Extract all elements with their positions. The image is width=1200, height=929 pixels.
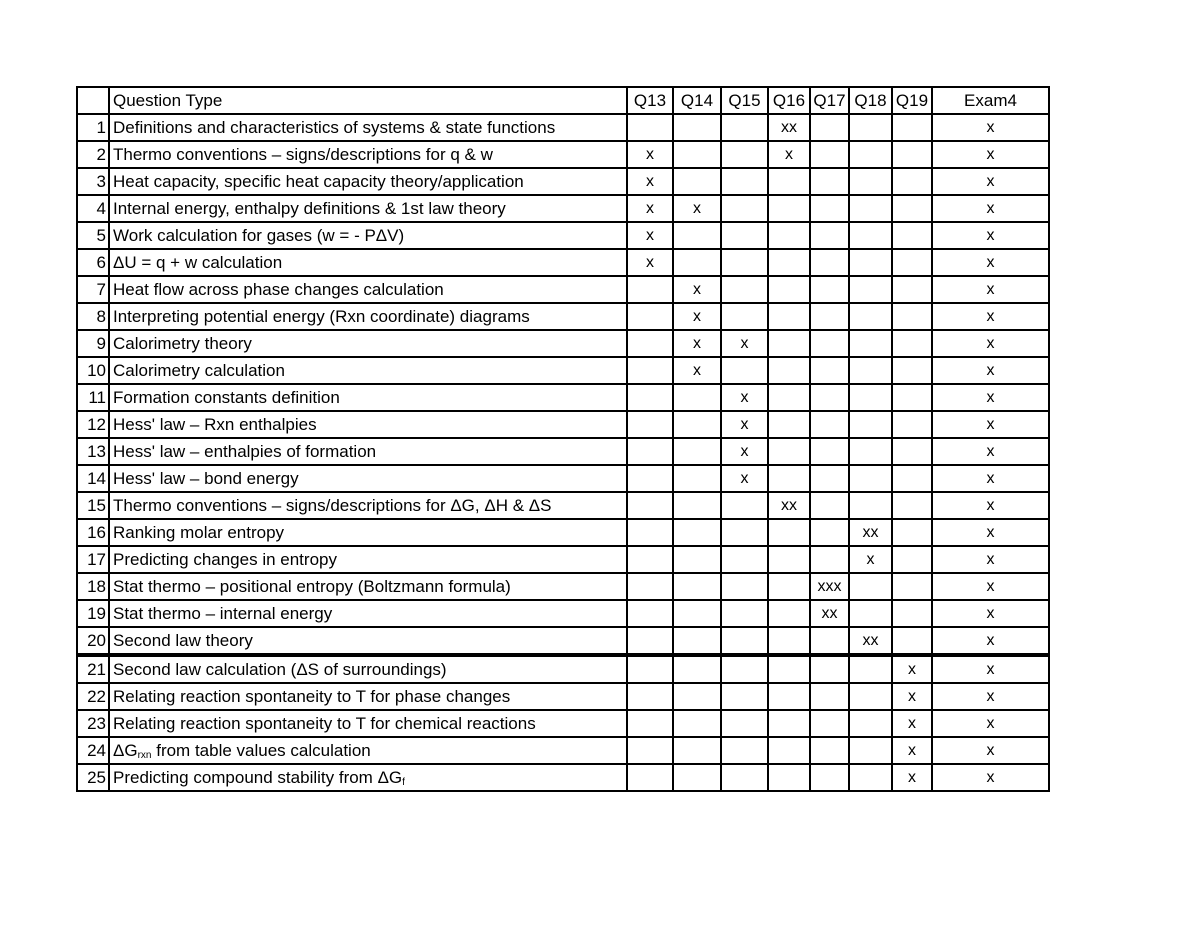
mark-cell-exam4: x bbox=[932, 737, 1049, 764]
header-col-q13: Q13 bbox=[627, 87, 673, 114]
mark-cell-q19: x bbox=[892, 764, 932, 791]
header-col-q15: Q15 bbox=[721, 87, 768, 114]
header-col-q16: Q16 bbox=[768, 87, 810, 114]
mark-cell-q19 bbox=[892, 573, 932, 600]
mark-cell-q19 bbox=[892, 168, 932, 195]
row-number: 2 bbox=[77, 141, 109, 168]
mark-cell-q16 bbox=[768, 222, 810, 249]
mark-cell-q14 bbox=[673, 492, 721, 519]
mark-cell-q17 bbox=[810, 655, 849, 683]
mark-cell-q15 bbox=[721, 600, 768, 627]
header-col-q14: Q14 bbox=[673, 87, 721, 114]
mark-cell-q15 bbox=[721, 195, 768, 222]
mark-cell-q19 bbox=[892, 411, 932, 438]
mark-cell-q17 bbox=[810, 519, 849, 546]
mark-cell-q19: x bbox=[892, 710, 932, 737]
mark-cell-q19 bbox=[892, 222, 932, 249]
question-type-label: Stat thermo – positional entropy (Boltzmann formula) bbox=[109, 573, 627, 600]
table-row bbox=[77, 114, 1049, 141]
table-row bbox=[77, 141, 1049, 168]
question-type-label: Hess' law – Rxn enthalpies bbox=[109, 411, 627, 438]
mark-cell-q17 bbox=[810, 411, 849, 438]
mark-cell-exam4: x bbox=[932, 168, 1049, 195]
question-type-label: Thermo conventions – signs/descriptions for q & w bbox=[109, 141, 627, 168]
mark-cell-q18 bbox=[849, 411, 892, 438]
mark-cell-q14 bbox=[673, 222, 721, 249]
mark-cell-q15 bbox=[721, 710, 768, 737]
question-type-label bbox=[109, 737, 627, 764]
mark-cell-q14: x bbox=[673, 195, 721, 222]
row-number: 21 bbox=[77, 655, 109, 683]
mark-cell-q17 bbox=[810, 492, 849, 519]
mark-cell-q17 bbox=[810, 384, 849, 411]
mark-cell-exam4: x bbox=[932, 465, 1049, 492]
mark-cell-q18: xx bbox=[849, 627, 892, 655]
mark-cell-q13 bbox=[627, 546, 673, 573]
mark-cell-q15 bbox=[721, 683, 768, 710]
row-number: 1 bbox=[77, 114, 109, 141]
mark-cell-q14 bbox=[673, 737, 721, 764]
header-col-q17: Q17 bbox=[810, 87, 849, 114]
mark-cell-q19 bbox=[892, 627, 932, 655]
mark-cell-q13 bbox=[627, 655, 673, 683]
mark-cell-q17 bbox=[810, 465, 849, 492]
mark-cell-q16 bbox=[768, 710, 810, 737]
mark-cell-q14 bbox=[673, 465, 721, 492]
mark-cell-exam4: x bbox=[932, 276, 1049, 303]
mark-cell-q15 bbox=[721, 141, 768, 168]
mark-cell-q17 bbox=[810, 168, 849, 195]
mark-cell-q19 bbox=[892, 114, 932, 141]
mark-cell-q13 bbox=[627, 492, 673, 519]
row-number: 18 bbox=[77, 573, 109, 600]
mark-cell-q13: x bbox=[627, 249, 673, 276]
mark-cell-q17 bbox=[810, 357, 849, 384]
mark-cell-q14 bbox=[673, 627, 721, 655]
mark-cell-q16: x bbox=[768, 141, 810, 168]
mark-cell-q18 bbox=[849, 764, 892, 791]
table-row bbox=[77, 411, 1049, 438]
mark-cell-q17 bbox=[810, 276, 849, 303]
table-row bbox=[77, 438, 1049, 465]
mark-cell-q14: x bbox=[673, 330, 721, 357]
row-number: 15 bbox=[77, 492, 109, 519]
table-row bbox=[77, 384, 1049, 411]
mark-cell-q14 bbox=[673, 249, 721, 276]
mark-cell-exam4: x bbox=[932, 411, 1049, 438]
question-type-label: Hess' law – enthalpies of formation bbox=[109, 438, 627, 465]
header-col-exam4: Exam4 bbox=[932, 87, 1049, 114]
question-type-label: Second law theory bbox=[109, 627, 627, 655]
row-number: 4 bbox=[77, 195, 109, 222]
mark-cell-q16 bbox=[768, 357, 810, 384]
row-number: 3 bbox=[77, 168, 109, 195]
mark-cell-exam4: x bbox=[932, 249, 1049, 276]
row-number: 11 bbox=[77, 384, 109, 411]
mark-cell-q15 bbox=[721, 764, 768, 791]
table-row bbox=[77, 330, 1049, 357]
mark-cell-exam4: x bbox=[932, 438, 1049, 465]
mark-cell-q17 bbox=[810, 249, 849, 276]
mark-cell-q17 bbox=[810, 683, 849, 710]
mark-cell-q19 bbox=[892, 276, 932, 303]
mark-cell-q16 bbox=[768, 600, 810, 627]
mark-cell-q14: x bbox=[673, 276, 721, 303]
table-row bbox=[77, 573, 1049, 600]
mark-cell-q15 bbox=[721, 546, 768, 573]
row-number: 14 bbox=[77, 465, 109, 492]
mark-cell-q16 bbox=[768, 303, 810, 330]
mark-cell-q13 bbox=[627, 276, 673, 303]
mark-cell-q18 bbox=[849, 276, 892, 303]
mark-cell-q19 bbox=[892, 141, 932, 168]
mark-cell-q16 bbox=[768, 737, 810, 764]
mark-cell-exam4: x bbox=[932, 195, 1049, 222]
mark-cell-q19: x bbox=[892, 737, 932, 764]
row-number: 6 bbox=[77, 249, 109, 276]
mark-cell-exam4: x bbox=[932, 330, 1049, 357]
question-type-label: Heat flow across phase changes calculation bbox=[109, 276, 627, 303]
mark-cell-q13: x bbox=[627, 195, 673, 222]
row-number: 17 bbox=[77, 546, 109, 573]
mark-cell-q16 bbox=[768, 195, 810, 222]
mark-cell-q18: xx bbox=[849, 519, 892, 546]
mark-cell-exam4: x bbox=[932, 222, 1049, 249]
table-row bbox=[77, 168, 1049, 195]
row-number: 5 bbox=[77, 222, 109, 249]
mark-cell-q16 bbox=[768, 627, 810, 655]
table-row bbox=[77, 249, 1049, 276]
mark-cell-q18 bbox=[849, 384, 892, 411]
mark-cell-q14: x bbox=[673, 303, 721, 330]
mark-cell-exam4: x bbox=[932, 683, 1049, 710]
header-col-q18: Q18 bbox=[849, 87, 892, 114]
mark-cell-q17 bbox=[810, 330, 849, 357]
mark-cell-q19 bbox=[892, 519, 932, 546]
row-number: 22 bbox=[77, 683, 109, 710]
row-number: 8 bbox=[77, 303, 109, 330]
table-row bbox=[77, 627, 1049, 655]
mark-cell-q13 bbox=[627, 114, 673, 141]
mark-cell-q17 bbox=[810, 546, 849, 573]
mark-cell-exam4: x bbox=[932, 384, 1049, 411]
mark-cell-q17 bbox=[810, 627, 849, 655]
row-number: 20 bbox=[77, 627, 109, 655]
mark-cell-q15 bbox=[721, 655, 768, 683]
mark-cell-exam4: x bbox=[932, 303, 1049, 330]
mark-cell-q19 bbox=[892, 465, 932, 492]
question-type-label: Definitions and characteristics of systems & state functions bbox=[109, 114, 627, 141]
mark-cell-q15 bbox=[721, 519, 768, 546]
mark-cell-exam4: x bbox=[932, 492, 1049, 519]
mark-cell-q14 bbox=[673, 168, 721, 195]
mark-cell-q18 bbox=[849, 710, 892, 737]
mark-cell-q13 bbox=[627, 330, 673, 357]
mark-cell-q16 bbox=[768, 411, 810, 438]
mark-cell-q17: xx bbox=[810, 600, 849, 627]
mark-cell-q18 bbox=[849, 737, 892, 764]
question-type-label: Formation constants definition bbox=[109, 384, 627, 411]
mark-cell-q15: x bbox=[721, 438, 768, 465]
mark-cell-exam4: x bbox=[932, 600, 1049, 627]
mark-cell-q16 bbox=[768, 438, 810, 465]
question-type-label: Hess' law – bond energy bbox=[109, 465, 627, 492]
mark-cell-q13 bbox=[627, 357, 673, 384]
table-row bbox=[77, 465, 1049, 492]
question-type-table bbox=[76, 86, 1050, 792]
header-question-type: Question Type bbox=[109, 87, 627, 114]
mark-cell-q17 bbox=[810, 114, 849, 141]
mark-cell-q16 bbox=[768, 249, 810, 276]
mark-cell-q14 bbox=[673, 683, 721, 710]
mark-cell-q13 bbox=[627, 710, 673, 737]
mark-cell-exam4: x bbox=[932, 764, 1049, 791]
mark-cell-q17 bbox=[810, 438, 849, 465]
question-type-label: Interpreting potential energy (Rxn coordinate) diagrams bbox=[109, 303, 627, 330]
mark-cell-q16 bbox=[768, 546, 810, 573]
mark-cell-q13 bbox=[627, 303, 673, 330]
question-type-label: Work calculation for gases (w = - PΔV) bbox=[109, 222, 627, 249]
mark-cell-q18 bbox=[849, 114, 892, 141]
mark-cell-q13 bbox=[627, 764, 673, 791]
table-row bbox=[77, 492, 1049, 519]
row-number: 25 bbox=[77, 764, 109, 791]
mark-cell-q18 bbox=[849, 303, 892, 330]
mark-cell-q15 bbox=[721, 492, 768, 519]
mark-cell-q15 bbox=[721, 627, 768, 655]
question-type-label: Calorimetry calculation bbox=[109, 357, 627, 384]
mark-cell-q19 bbox=[892, 546, 932, 573]
mark-cell-q18 bbox=[849, 222, 892, 249]
mark-cell-q13 bbox=[627, 573, 673, 600]
mark-cell-q16 bbox=[768, 655, 810, 683]
table-row bbox=[77, 357, 1049, 384]
mark-cell-q17 bbox=[810, 195, 849, 222]
mark-cell-q17 bbox=[810, 222, 849, 249]
mark-cell-q18 bbox=[849, 492, 892, 519]
mark-cell-q13 bbox=[627, 438, 673, 465]
mark-cell-q18 bbox=[849, 438, 892, 465]
table-row bbox=[77, 683, 1049, 710]
mark-cell-q14 bbox=[673, 600, 721, 627]
question-type-label: Predicting changes in entropy bbox=[109, 546, 627, 573]
mark-cell-q16 bbox=[768, 573, 810, 600]
mark-cell-q19 bbox=[892, 249, 932, 276]
mark-cell-q17 bbox=[810, 303, 849, 330]
mark-cell-q18 bbox=[849, 465, 892, 492]
mark-cell-q15 bbox=[721, 303, 768, 330]
mark-cell-exam4: x bbox=[932, 627, 1049, 655]
question-type-label: Thermo conventions – signs/descriptions for ΔG, ΔH & ΔS bbox=[109, 492, 627, 519]
mark-cell-q17 bbox=[810, 737, 849, 764]
header-row bbox=[77, 87, 1049, 114]
mark-cell-q14: x bbox=[673, 357, 721, 384]
mark-cell-q15 bbox=[721, 357, 768, 384]
mark-cell-q14 bbox=[673, 411, 721, 438]
mark-cell-q14 bbox=[673, 546, 721, 573]
mark-cell-q13 bbox=[627, 683, 673, 710]
label-subscript: f bbox=[402, 777, 405, 788]
row-number: 12 bbox=[77, 411, 109, 438]
table-row bbox=[77, 600, 1049, 627]
mark-cell-exam4: x bbox=[932, 519, 1049, 546]
mark-cell-q19 bbox=[892, 438, 932, 465]
mark-cell-q18 bbox=[849, 600, 892, 627]
table-row bbox=[77, 737, 1049, 764]
mark-cell-q18: x bbox=[849, 546, 892, 573]
question-type-label: Heat capacity, specific heat capacity theory/application bbox=[109, 168, 627, 195]
mark-cell-q17 bbox=[810, 141, 849, 168]
mark-cell-q13: x bbox=[627, 222, 673, 249]
mark-cell-q13 bbox=[627, 384, 673, 411]
mark-cell-q15: x bbox=[721, 465, 768, 492]
question-type-label: Calorimetry theory bbox=[109, 330, 627, 357]
mark-cell-q16 bbox=[768, 276, 810, 303]
table-row bbox=[77, 195, 1049, 222]
mark-cell-q14 bbox=[673, 764, 721, 791]
mark-cell-q19 bbox=[892, 330, 932, 357]
mark-cell-q14 bbox=[673, 114, 721, 141]
mark-cell-q16: xx bbox=[768, 114, 810, 141]
mark-cell-q13: x bbox=[627, 141, 673, 168]
mark-cell-q18 bbox=[849, 141, 892, 168]
mark-cell-q14 bbox=[673, 141, 721, 168]
mark-cell-q16: xx bbox=[768, 492, 810, 519]
mark-cell-q15 bbox=[721, 168, 768, 195]
mark-cell-q16 bbox=[768, 330, 810, 357]
mark-cell-q14 bbox=[673, 438, 721, 465]
mark-cell-exam4: x bbox=[932, 141, 1049, 168]
mark-cell-q17 bbox=[810, 710, 849, 737]
header-num-cell bbox=[77, 87, 109, 114]
question-type-label: Internal energy, enthalpy definitions & 1st law theory bbox=[109, 195, 627, 222]
row-number: 13 bbox=[77, 438, 109, 465]
question-type-label: Relating reaction spontaneity to T for chemical reactions bbox=[109, 710, 627, 737]
mark-cell-q18 bbox=[849, 249, 892, 276]
table-row bbox=[77, 276, 1049, 303]
mark-cell-q15 bbox=[721, 573, 768, 600]
question-type-label: Relating reaction spontaneity to T for phase changes bbox=[109, 683, 627, 710]
mark-cell-q14 bbox=[673, 573, 721, 600]
mark-cell-q15 bbox=[721, 222, 768, 249]
table-row bbox=[77, 222, 1049, 249]
mark-cell-q19: x bbox=[892, 683, 932, 710]
mark-cell-q19 bbox=[892, 303, 932, 330]
mark-cell-q18 bbox=[849, 168, 892, 195]
table-row bbox=[77, 764, 1049, 791]
label-subscript: rxn bbox=[137, 750, 152, 761]
mark-cell-exam4: x bbox=[932, 710, 1049, 737]
mark-cell-q14 bbox=[673, 710, 721, 737]
mark-cell-q18 bbox=[849, 655, 892, 683]
row-number: 7 bbox=[77, 276, 109, 303]
row-number: 9 bbox=[77, 330, 109, 357]
mark-cell-q18 bbox=[849, 683, 892, 710]
mark-cell-q16 bbox=[768, 465, 810, 492]
mark-cell-q13 bbox=[627, 737, 673, 764]
question-type-label: Second law calculation (ΔS of surroundings) bbox=[109, 655, 627, 683]
label-main: ΔG bbox=[113, 741, 138, 760]
mark-cell-q13 bbox=[627, 519, 673, 546]
table-row bbox=[77, 710, 1049, 737]
mark-cell-q15: x bbox=[721, 330, 768, 357]
mark-cell-q19 bbox=[892, 195, 932, 222]
mark-cell-q13: x bbox=[627, 168, 673, 195]
table-row bbox=[77, 519, 1049, 546]
mark-cell-q18 bbox=[849, 195, 892, 222]
mark-cell-q15 bbox=[721, 737, 768, 764]
mark-cell-q13 bbox=[627, 627, 673, 655]
mark-cell-q19 bbox=[892, 492, 932, 519]
mark-cell-exam4: x bbox=[932, 655, 1049, 683]
mark-cell-q13 bbox=[627, 411, 673, 438]
mark-cell-q17 bbox=[810, 764, 849, 791]
mark-cell-q16 bbox=[768, 764, 810, 791]
mark-cell-q16 bbox=[768, 384, 810, 411]
mark-cell-q16 bbox=[768, 168, 810, 195]
label-rest: from table values calculation bbox=[151, 741, 371, 760]
question-type-label: Ranking molar entropy bbox=[109, 519, 627, 546]
mark-cell-q16 bbox=[768, 519, 810, 546]
row-number: 10 bbox=[77, 357, 109, 384]
mark-cell-exam4: x bbox=[932, 573, 1049, 600]
mark-cell-q17: xxx bbox=[810, 573, 849, 600]
mark-cell-q19 bbox=[892, 357, 932, 384]
mark-cell-q15: x bbox=[721, 411, 768, 438]
table-row bbox=[77, 303, 1049, 330]
label-main: Predicting compound stability from ΔG bbox=[113, 768, 403, 787]
mark-cell-q13 bbox=[627, 600, 673, 627]
mark-cell-exam4: x bbox=[932, 114, 1049, 141]
mark-cell-q15 bbox=[721, 114, 768, 141]
mark-cell-exam4: x bbox=[932, 357, 1049, 384]
row-number: 16 bbox=[77, 519, 109, 546]
row-number: 23 bbox=[77, 710, 109, 737]
mark-cell-q16 bbox=[768, 683, 810, 710]
mark-cell-q18 bbox=[849, 573, 892, 600]
row-number: 24 bbox=[77, 737, 109, 764]
row-number: 19 bbox=[77, 600, 109, 627]
mark-cell-q14 bbox=[673, 384, 721, 411]
mark-cell-q13 bbox=[627, 465, 673, 492]
table-row bbox=[77, 655, 1049, 683]
mark-cell-q15 bbox=[721, 249, 768, 276]
mark-cell-q19 bbox=[892, 600, 932, 627]
mark-cell-q18 bbox=[849, 357, 892, 384]
question-type-label: ΔU = q + w calculation bbox=[109, 249, 627, 276]
mark-cell-q15: x bbox=[721, 384, 768, 411]
header-col-q19: Q19 bbox=[892, 87, 932, 114]
table-row bbox=[77, 546, 1049, 573]
mark-cell-q14 bbox=[673, 655, 721, 683]
mark-cell-q14 bbox=[673, 519, 721, 546]
mark-cell-exam4: x bbox=[932, 546, 1049, 573]
question-type-label: Stat thermo – internal energy bbox=[109, 600, 627, 627]
mark-cell-q19: x bbox=[892, 655, 932, 683]
mark-cell-q15 bbox=[721, 276, 768, 303]
mark-cell-q19 bbox=[892, 384, 932, 411]
question-type-label bbox=[109, 764, 627, 791]
mark-cell-q18 bbox=[849, 330, 892, 357]
